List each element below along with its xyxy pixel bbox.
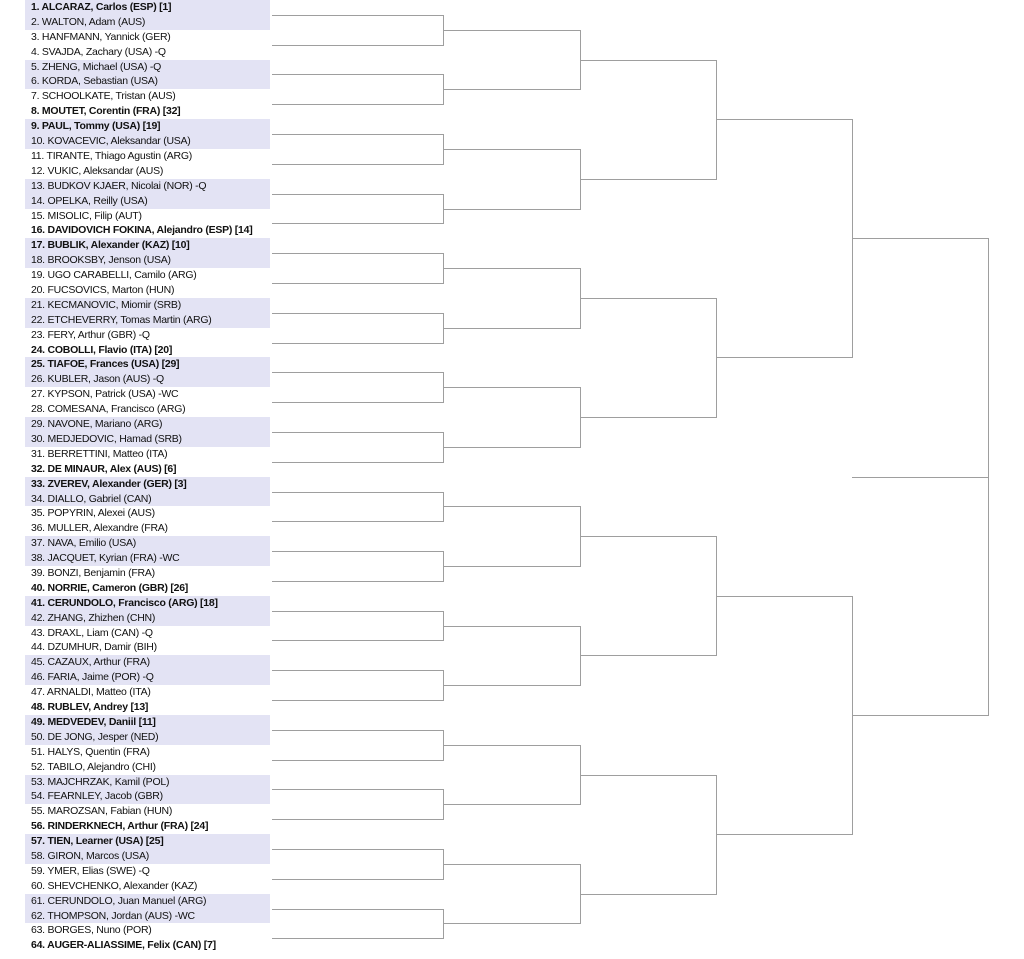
player-label: 25. TIAFOE, Frances (USA) [29] xyxy=(31,358,180,371)
player-label: 1. ALCARAZ, Carlos (ESP) [1] xyxy=(31,1,172,13)
player-row-31 xyxy=(25,447,270,462)
round-of-64-winner-line xyxy=(272,670,443,671)
player-row-48 xyxy=(25,700,270,715)
round-of-64-winner-line xyxy=(272,849,443,850)
round-of-64-winner-line xyxy=(272,581,443,582)
player-row-50 xyxy=(25,730,270,745)
round-of-64-winner-line xyxy=(272,462,443,463)
round-of-64-winner-line xyxy=(272,194,443,195)
round-of-16-winner-line xyxy=(580,536,716,537)
player-row-59 xyxy=(25,864,270,879)
player-label: 19. UGO CARABELLI, Camilo (ARG) xyxy=(31,269,197,282)
round-of-64-winner-line xyxy=(272,283,443,284)
player-label: 2. WALTON, Adam (AUS) xyxy=(31,15,146,28)
player-label: 5. ZHENG, Michael (USA) -Q xyxy=(31,60,162,73)
round-of-64-winner-line xyxy=(272,700,443,701)
round-of-32-winner-line xyxy=(443,626,580,627)
player-label: 8. MOUTET, Corentin (FRA) [32] xyxy=(31,105,181,118)
round-of-32-winner-line xyxy=(443,268,580,269)
round-of-64-winner-line xyxy=(272,551,443,552)
player-label: 33. ZVEREV, Alexander (GER) [3] xyxy=(31,477,187,490)
player-row-14 xyxy=(25,194,270,209)
player-row-57 xyxy=(25,834,270,849)
quarterfinal-winner-line xyxy=(716,596,852,597)
player-label: 17. BUBLIK, Alexander (KAZ) [10] xyxy=(31,239,190,252)
round-of-32-winner-line xyxy=(443,387,580,388)
player-row-37 xyxy=(25,536,270,551)
player-row-40 xyxy=(25,581,270,596)
player-label: 58. GIRON, Marcos (USA) xyxy=(31,850,149,862)
player-label: 34. DIALLO, Gabriel (CAN) xyxy=(31,492,152,505)
player-row-32 xyxy=(25,462,270,477)
round-of-64-winner-line xyxy=(272,819,443,820)
round-of-64-winner-line xyxy=(272,15,443,16)
player-row-27 xyxy=(25,387,270,402)
round-of-64-winner-line xyxy=(272,789,443,790)
player-row-52 xyxy=(25,760,270,775)
player-label: 9. PAUL, Tommy (USA) [19] xyxy=(31,120,161,133)
round-of-64-winner-line xyxy=(272,611,443,612)
round-of-32-winner-line xyxy=(443,506,580,507)
round-of-64-winner-line xyxy=(272,74,443,75)
round-of-64-winner-line xyxy=(272,938,443,939)
player-label: 31. BERRETTINI, Matteo (ITA) xyxy=(31,447,168,460)
player-row-25 xyxy=(25,357,270,372)
player-label: 37. NAVA, Emilio (USA) xyxy=(31,537,136,550)
round-of-64-winner-line xyxy=(272,402,443,403)
player-label: 30. MEDJEDOVIC, Hamad (SRB) xyxy=(31,432,182,445)
player-label: 35. POPYRIN, Alexei (AUS) xyxy=(31,507,155,520)
player-label: 7. SCHOOLKATE, Tristan (AUS) xyxy=(31,90,176,103)
round-of-64-winner-line xyxy=(272,104,443,105)
player-row-10 xyxy=(25,134,270,149)
player-label: 56. RINDERKNECH, Arthur (FRA) [24] xyxy=(31,820,209,833)
champion-line xyxy=(852,477,988,478)
player-row-55 xyxy=(25,804,270,819)
player-label: 61. CERUNDOLO, Juan Manuel (ARG) xyxy=(31,894,207,907)
player-label: 53. MAJCHRZAK, Kamil (POL) xyxy=(31,775,170,788)
round-of-64-winner-line xyxy=(272,432,443,433)
semifinal-winner-line xyxy=(852,238,988,239)
player-row-61 xyxy=(25,894,270,909)
player-row-12 xyxy=(25,164,270,179)
player-label: 40. NORRIE, Cameron (GBR) [26] xyxy=(31,581,189,594)
player-row-8 xyxy=(25,104,270,119)
round-of-64-winner-line xyxy=(272,45,443,46)
final-connector xyxy=(988,238,989,716)
player-row-58 xyxy=(25,849,270,864)
round-of-64-winner-line xyxy=(272,879,443,880)
round-of-32-winner-line xyxy=(443,923,580,924)
player-label: 51. HALYS, Quentin (FRA) xyxy=(31,745,150,758)
player-row-44 xyxy=(25,640,270,655)
player-label: 42. ZHANG, Zhizhen (CHN) xyxy=(31,611,156,624)
player-row-34 xyxy=(25,492,270,507)
player-label: 54. FEARNLEY, Jacob (GBR) xyxy=(31,790,163,803)
player-row-29 xyxy=(25,417,270,432)
player-label: 47. ARNALDI, Matteo (ITA) xyxy=(31,686,151,699)
player-row-35 xyxy=(25,506,270,521)
round-of-32-winner-line xyxy=(443,864,580,865)
player-label: 63. BORGES, Nuno (POR) xyxy=(31,924,152,937)
round-of-32-winner-line xyxy=(443,745,580,746)
player-row-22 xyxy=(25,313,270,328)
player-label: 14. OPELKA, Reilly (USA) xyxy=(31,194,148,207)
round-of-16-winner-line xyxy=(580,894,716,895)
player-label: 23. FERY, Arthur (GBR) -Q xyxy=(31,328,150,341)
player-row-33 xyxy=(25,477,270,492)
round-of-32-winner-line xyxy=(443,685,580,686)
round-of-32-winner-line xyxy=(443,209,580,210)
round-of-64-winner-line xyxy=(272,343,443,344)
player-label: 22. ETCHEVERRY, Tomas Martin (ARG) xyxy=(31,313,212,326)
round-of-64-winner-line xyxy=(272,223,443,224)
player-row-26 xyxy=(25,372,270,387)
player-label: 26. KUBLER, Jason (AUS) -Q xyxy=(31,373,164,386)
round-of-16-winner-line xyxy=(580,298,716,299)
player-row-16 xyxy=(25,223,270,238)
round-of-64-winner-line xyxy=(272,492,443,493)
player-label: 57. TIEN, Learner (USA) [25] xyxy=(31,835,164,848)
player-label: 49. MEDVEDEV, Daniil [11] xyxy=(31,715,156,728)
round-of-64-winner-line xyxy=(272,253,443,254)
player-label: 45. CAZAUX, Arthur (FRA) xyxy=(31,656,150,669)
round-of-64-winner-line xyxy=(272,134,443,135)
player-row-53 xyxy=(25,775,270,790)
player-row-6 xyxy=(25,74,270,89)
player-row-28 xyxy=(25,402,270,417)
round-of-64-winner-line xyxy=(272,313,443,314)
player-row-63 xyxy=(25,923,270,938)
player-row-20 xyxy=(25,283,270,298)
player-row-3 xyxy=(25,30,270,45)
player-row-64 xyxy=(25,938,270,953)
player-row-47 xyxy=(25,685,270,700)
player-row-49 xyxy=(25,715,270,730)
player-row-5 xyxy=(25,60,270,75)
player-row-11 xyxy=(25,149,270,164)
player-row-56 xyxy=(25,819,270,834)
player-label: 12. VUKIC, Aleksandar (AUS) xyxy=(31,164,164,177)
player-label: 15. MISOLIC, Filip (AUT) xyxy=(31,209,142,222)
player-label: 11. TIRANTE, Thiago Agustin (ARG) xyxy=(31,149,192,162)
player-label: 13. BUDKOV KJAER, Nicolai (NOR) -Q xyxy=(31,179,207,192)
player-label: 21. KECMANOVIC, Miomir (SRB) xyxy=(31,298,181,311)
round-of-16-winner-line xyxy=(580,60,716,61)
player-row-62 xyxy=(25,909,270,924)
player-row-17 xyxy=(25,238,270,253)
round-of-64-winner-line xyxy=(272,164,443,165)
player-row-45 xyxy=(25,655,270,670)
player-row-54 xyxy=(25,789,270,804)
round-of-32-winner-line xyxy=(443,566,580,567)
round-of-32-winner-line xyxy=(443,804,580,805)
round-of-16-winner-line xyxy=(580,775,716,776)
player-label: 46. FARIA, Jaime (POR) -Q xyxy=(31,671,154,684)
player-label: 6. KORDA, Sebastian (USA) xyxy=(31,75,158,88)
round-of-32-winner-line xyxy=(443,328,580,329)
player-row-36 xyxy=(25,521,270,536)
player-row-38 xyxy=(25,551,270,566)
player-row-19 xyxy=(25,268,270,283)
player-row-21 xyxy=(25,298,270,313)
player-row-13 xyxy=(25,179,270,194)
player-label: 52. TABILO, Alejandro (CHI) xyxy=(31,760,156,773)
round-of-16-winner-line xyxy=(580,655,716,656)
quarterfinal-winner-line xyxy=(716,119,852,120)
semifinal-winner-line xyxy=(852,715,988,716)
player-label: 27. KYPSON, Patrick (USA) -WC xyxy=(31,388,179,401)
round-of-64-winner-line xyxy=(272,372,443,373)
player-label: 50. DE JONG, Jesper (NED) xyxy=(31,730,159,743)
round-of-64-winner-line xyxy=(272,640,443,641)
player-row-39 xyxy=(25,566,270,581)
player-row-42 xyxy=(25,611,270,626)
player-row-51 xyxy=(25,745,270,760)
player-label: 32. DE MINAUR, Alex (AUS) [6] xyxy=(31,462,177,475)
player-label: 43. DRAXL, Liam (CAN) -Q xyxy=(31,626,153,639)
round-of-32-winner-line xyxy=(443,447,580,448)
quarterfinal-winner-line xyxy=(716,357,852,358)
player-label: 3. HANFMANN, Yannick (GER) xyxy=(31,30,171,43)
player-label: 28. COMESANA, Francisco (ARG) xyxy=(31,403,186,416)
player-label: 4. SVAJDA, Zachary (USA) -Q xyxy=(31,45,166,58)
player-label: 60. SHEVCHENKO, Alexander (KAZ) xyxy=(31,879,198,892)
round-of-32-winner-line xyxy=(443,89,580,90)
player-label: 10. KOVACEVIC, Aleksandar (USA) xyxy=(31,135,191,148)
player-row-2 xyxy=(25,15,270,30)
round-of-64-winner-line xyxy=(272,730,443,731)
player-label: 44. DZUMHUR, Damir (BIH) xyxy=(31,641,157,654)
round-of-16-winner-line xyxy=(580,417,716,418)
player-row-41 xyxy=(25,596,270,611)
player-label: 24. COBOLLI, Flavio (ITA) [20] xyxy=(31,343,173,356)
round-of-32-winner-line xyxy=(443,30,580,31)
player-row-7 xyxy=(25,89,270,104)
player-label: 55. MAROZSAN, Fabian (HUN) xyxy=(31,805,173,818)
player-label: 62. THOMPSON, Jordan (AUS) -WC xyxy=(31,909,195,922)
round-of-64-winner-line xyxy=(272,760,443,761)
quarterfinal-winner-line xyxy=(716,834,852,835)
round-of-64-winner-line xyxy=(272,521,443,522)
player-label: 64. AUGER-ALIASSIME, Felix (CAN) [7] xyxy=(31,939,216,952)
player-label: 18. BROOKSBY, Jenson (USA) xyxy=(31,254,171,267)
player-row-9 xyxy=(25,119,270,134)
player-row-18 xyxy=(25,253,270,268)
player-label: 29. NAVONE, Mariano (ARG) xyxy=(31,418,163,431)
player-label: 41. CERUNDOLO, Francisco (ARG) [18] xyxy=(31,596,218,609)
player-row-46 xyxy=(25,670,270,685)
player-row-43 xyxy=(25,626,270,641)
round-of-32-winner-line xyxy=(443,149,580,150)
player-row-24 xyxy=(25,343,270,358)
player-row-30 xyxy=(25,432,270,447)
player-label: 39. BONZI, Benjamin (FRA) xyxy=(31,567,155,579)
player-label: 48. RUBLEV, Andrey [13] xyxy=(31,701,149,714)
player-label: 36. MULLER, Alexandre (FRA) xyxy=(31,522,168,535)
player-label: 59. YMER, Elias (SWE) -Q xyxy=(31,864,150,877)
player-row-60 xyxy=(25,879,270,894)
round-of-64-winner-line xyxy=(272,909,443,910)
player-row-1 xyxy=(25,0,270,15)
player-label: 20. FUCSOVICS, Marton (HUN) xyxy=(31,284,175,296)
player-row-4 xyxy=(25,45,270,60)
player-label: 38. JACQUET, Kyrian (FRA) -WC xyxy=(31,552,180,565)
player-label: 16. DAVIDOVICH FOKINA, Alejandro (ESP) [14] xyxy=(31,224,253,237)
player-row-23 xyxy=(25,328,270,343)
player-row-15 xyxy=(25,209,270,224)
round-of-16-winner-line xyxy=(580,179,716,180)
